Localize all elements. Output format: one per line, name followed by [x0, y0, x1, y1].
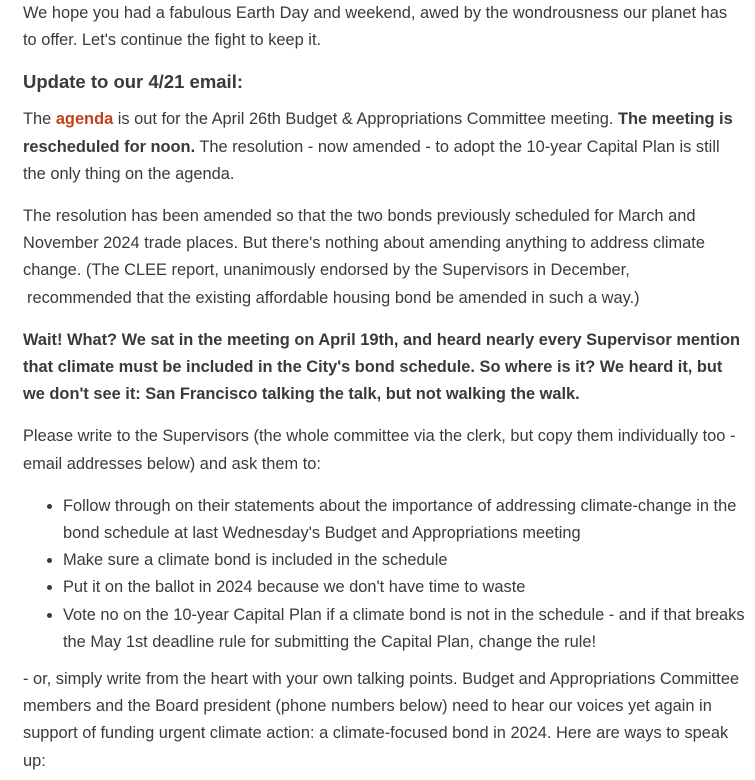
asks-list — [23, 493, 745, 656]
list-item: • Make sure a climate bond is included in the schedule — [63, 547, 745, 574]
intro-paragraph: We hope you had a fabulous Earth Day and weekend, awed by the wondrousness our planet has to offer. Let's continue the fight to keep it. — [23, 4, 728, 50]
list-item: • Vote no on the 10-year Capital Plan if a climate bond is not in the schedule - and if that breaks the May 1st deadline rule for submitting the Capital Plan, change the rule! — [63, 602, 745, 656]
wait-paragraph: Wait! What? We sat in the meeting on April 19th, and heard nearly every Supervisor mention that climate must be included in the City's bond schedule. So where is it? We heard it, but we don't see it: San Francisco talking the talk, but not walking the walk. — [23, 330, 741, 404]
amended-text-line1: The resolution has been amended so that the two bonds previously scheduled for March and November 2024 trade places. But there's nothing about amending anything to address climate change. (The CLEE report, unanimously endorsed by the Supervisors in December, — [23, 207, 705, 280]
agenda-link[interactable]: agenda — [55, 110, 114, 129]
update-heading: Update to our 4/21 email: — [23, 71, 243, 93]
amended-paragraph — [23, 203, 745, 312]
update-text-post: The resolution - now amended - to adopt the 10-year Capital Plan is still the only thing on the agenda. — [23, 137, 720, 183]
please-paragraph: Please write to the Supervisors (the whole committee via the clerk, but copy them individually too - email addresses below) and ask them to: — [23, 427, 736, 473]
or-paragraph: - or, simply write from the heart with your own talking points. Budget and Appropriations Committee members and the Board president (phone numbers below) need to hear our voices yet again in support of funding urgent climate action: a climate-focused bond in 2024. Here are ways to speak up: — [23, 670, 740, 770]
list-item: • Put it on the ballot in 2024 because we don't have time to waste — [63, 574, 745, 601]
update-paragraph — [23, 106, 745, 188]
list-item: • Follow through on their statements about the importance of addressing climate-change in the bond schedule at last Wednesday's Budget and Appropriations meeting — [63, 493, 745, 547]
update-text-pre: The — [23, 110, 56, 129]
update-text-mid: is out for the April 26th Budget & Appropriations Committee meeting. — [113, 110, 618, 129]
amended-text-line2: recommended that the existing affordable housing bond be amended in such a way.) — [27, 288, 640, 307]
rescheduled-notice: The meeting is rescheduled for noon. — [23, 110, 733, 156]
